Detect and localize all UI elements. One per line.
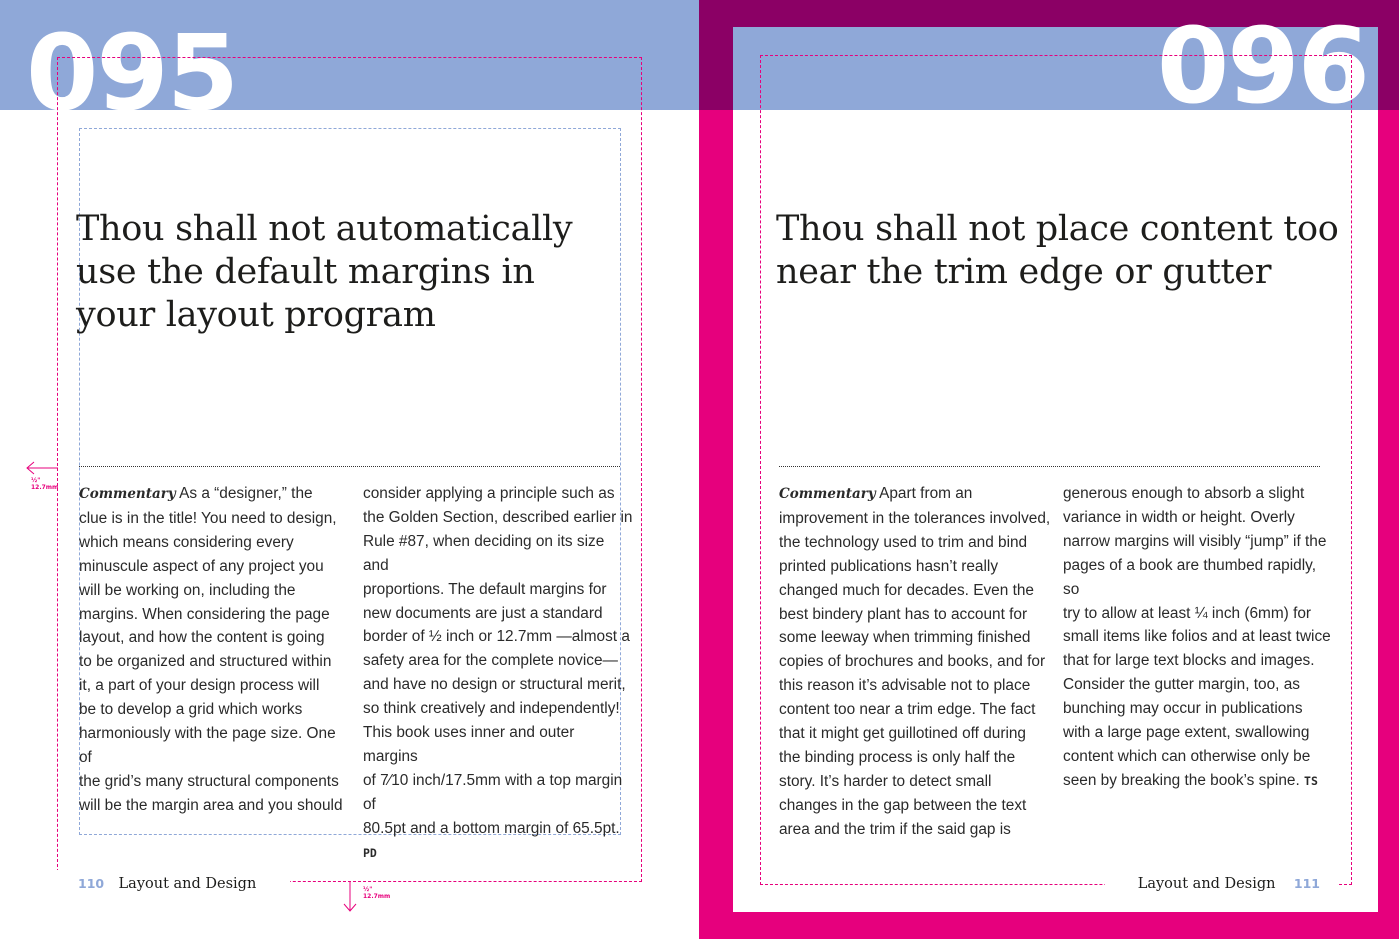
- body-line: content which can otherwise only be: [1063, 747, 1311, 765]
- right-body-col-1: [779, 482, 1054, 842]
- body-line: to be organized and structured within: [79, 653, 332, 671]
- body-line: be to develop a grid which works: [79, 701, 303, 719]
- body-line: will be the margin area and you should: [79, 796, 343, 814]
- body-line: Commentary Apart from an: [779, 485, 973, 502]
- body-line: improvement in the tolerances involved,: [779, 509, 1051, 527]
- body-line: area and the trim if the said gap is: [779, 820, 1011, 838]
- bottom-margin-arrow-icon: [342, 880, 358, 914]
- body-line: changed much for decades. Even the: [779, 581, 1034, 599]
- body-line: this reason it’s advisable not to place: [779, 677, 1031, 695]
- body-line: of 7⁄10 inch/17.5mm with a top margin of: [363, 771, 623, 813]
- body-line: small items like folios and at least twice: [1063, 628, 1331, 646]
- signature-line: [363, 841, 633, 866]
- body-line: 80.5pt and a bottom margin of 65.5pt.: [363, 819, 620, 837]
- body-line: Commentary As a “designer,” the: [79, 485, 313, 502]
- commentary-label: Commentary: [79, 486, 176, 502]
- body-line: with a large page extent, swallowing: [1063, 724, 1310, 742]
- left-body-col-1: [79, 482, 349, 818]
- body-line: story. It’s harder to detect small: [779, 772, 992, 790]
- body-line: it, a part of your design process will: [79, 677, 320, 695]
- body-line: seen by breaking the book’s spine. TS: [1063, 771, 1318, 789]
- commentary-label: Commentary: [779, 486, 876, 502]
- body-line: bunching may occur in publications: [1063, 700, 1303, 718]
- body-line: margins. When considering the page: [79, 605, 330, 623]
- right-title-line: near the trim edge or gutter: [776, 252, 1272, 292]
- left-running-head: Layout and Design: [118, 876, 257, 892]
- right-running-head: Layout and Design: [1137, 876, 1276, 892]
- author-signature: TS: [1304, 773, 1318, 788]
- body-line: so think creatively and independently!: [363, 700, 620, 718]
- body-line: border of ½ inch or 12.7mm —almost a: [363, 628, 630, 646]
- right-folio: [1110, 875, 1320, 893]
- body-line: the grid’s many structural components: [79, 772, 339, 790]
- left-title-line: Thou shall not automatically: [76, 209, 573, 249]
- body-line: the technology used to trim and bind: [779, 533, 1028, 551]
- right-divider: [779, 466, 1320, 467]
- body-line: minuscule aspect of any project you: [79, 557, 324, 575]
- body-line: and have no design or structural merit,: [363, 676, 626, 694]
- body-line: try to allow at least ¼ inch (6mm) for: [1063, 604, 1312, 622]
- body-line: printed publications hasn’t really: [779, 557, 999, 575]
- side-margin-arrow-icon: [25, 460, 59, 476]
- body-line: generous enough to absorb a slight: [1063, 485, 1305, 502]
- body-line: harmoniously with the page size. One of: [79, 725, 336, 766]
- right-title: [776, 208, 1356, 294]
- body-line: narrow margins will visibly “jump” if the: [1063, 532, 1327, 550]
- body-line: which means considering every: [79, 533, 294, 551]
- body-line: best bindery plant has to account for: [779, 605, 1028, 623]
- left-page-number: 110: [78, 876, 105, 891]
- left-title: [76, 208, 636, 337]
- body-line: content too near a trim edge. The fact: [779, 701, 1036, 719]
- body-line: Consider the gutter margin, too, as: [1063, 676, 1300, 694]
- body-line: will be working on, including the: [79, 581, 296, 599]
- right-page-number: 111: [1293, 876, 1320, 891]
- body-line: new documents are just a standard: [363, 604, 603, 622]
- body-line: the binding process is only half the: [779, 748, 1016, 766]
- body-line: layout, and how the content is going: [79, 629, 325, 647]
- body-line: Rule #87, when deciding on its size and: [363, 532, 605, 574]
- left-divider: [79, 466, 620, 467]
- left-title-line: use the default margins in: [76, 252, 535, 292]
- body-line: that it might get guillotined off during: [779, 725, 1026, 743]
- right-title-line: Thou shall not place content too: [776, 209, 1339, 249]
- right-body-col-2: [1063, 482, 1333, 794]
- left-folio: [78, 875, 298, 893]
- body-line: This book uses inner and outer margins: [363, 724, 575, 765]
- body-line: some leeway when trimming finished: [779, 629, 1031, 647]
- left-body-col-2: [363, 482, 633, 866]
- right-rule-number: 096: [1156, 5, 1368, 127]
- body-line: pages of a book are thumbed rapidly, so: [1063, 556, 1316, 598]
- body-line: consider applying a principle such as: [363, 485, 615, 502]
- bottom-margin-measure: ½" 12.7mm: [363, 886, 391, 900]
- body-line: clue is in the title! You need to design,: [79, 509, 337, 527]
- body-line: the Golden Section, described earlier in: [363, 508, 633, 526]
- author-signature: PD: [363, 845, 377, 860]
- body-line: that for large text blocks and images.: [1063, 652, 1315, 670]
- left-rule-number: 095: [26, 12, 238, 134]
- side-margin-measure: ½" 12.7mm: [31, 477, 59, 491]
- body-line: changes in the gap between the text: [779, 796, 1027, 814]
- body-line: proportions. The default margins for: [363, 580, 607, 598]
- body-line: safety area for the complete novice—: [363, 652, 618, 670]
- body-line: variance in width or height. Overly: [1063, 508, 1295, 526]
- body-line: copies of brochures and books, and for: [779, 653, 1046, 671]
- left-title-line: your layout program: [76, 295, 436, 335]
